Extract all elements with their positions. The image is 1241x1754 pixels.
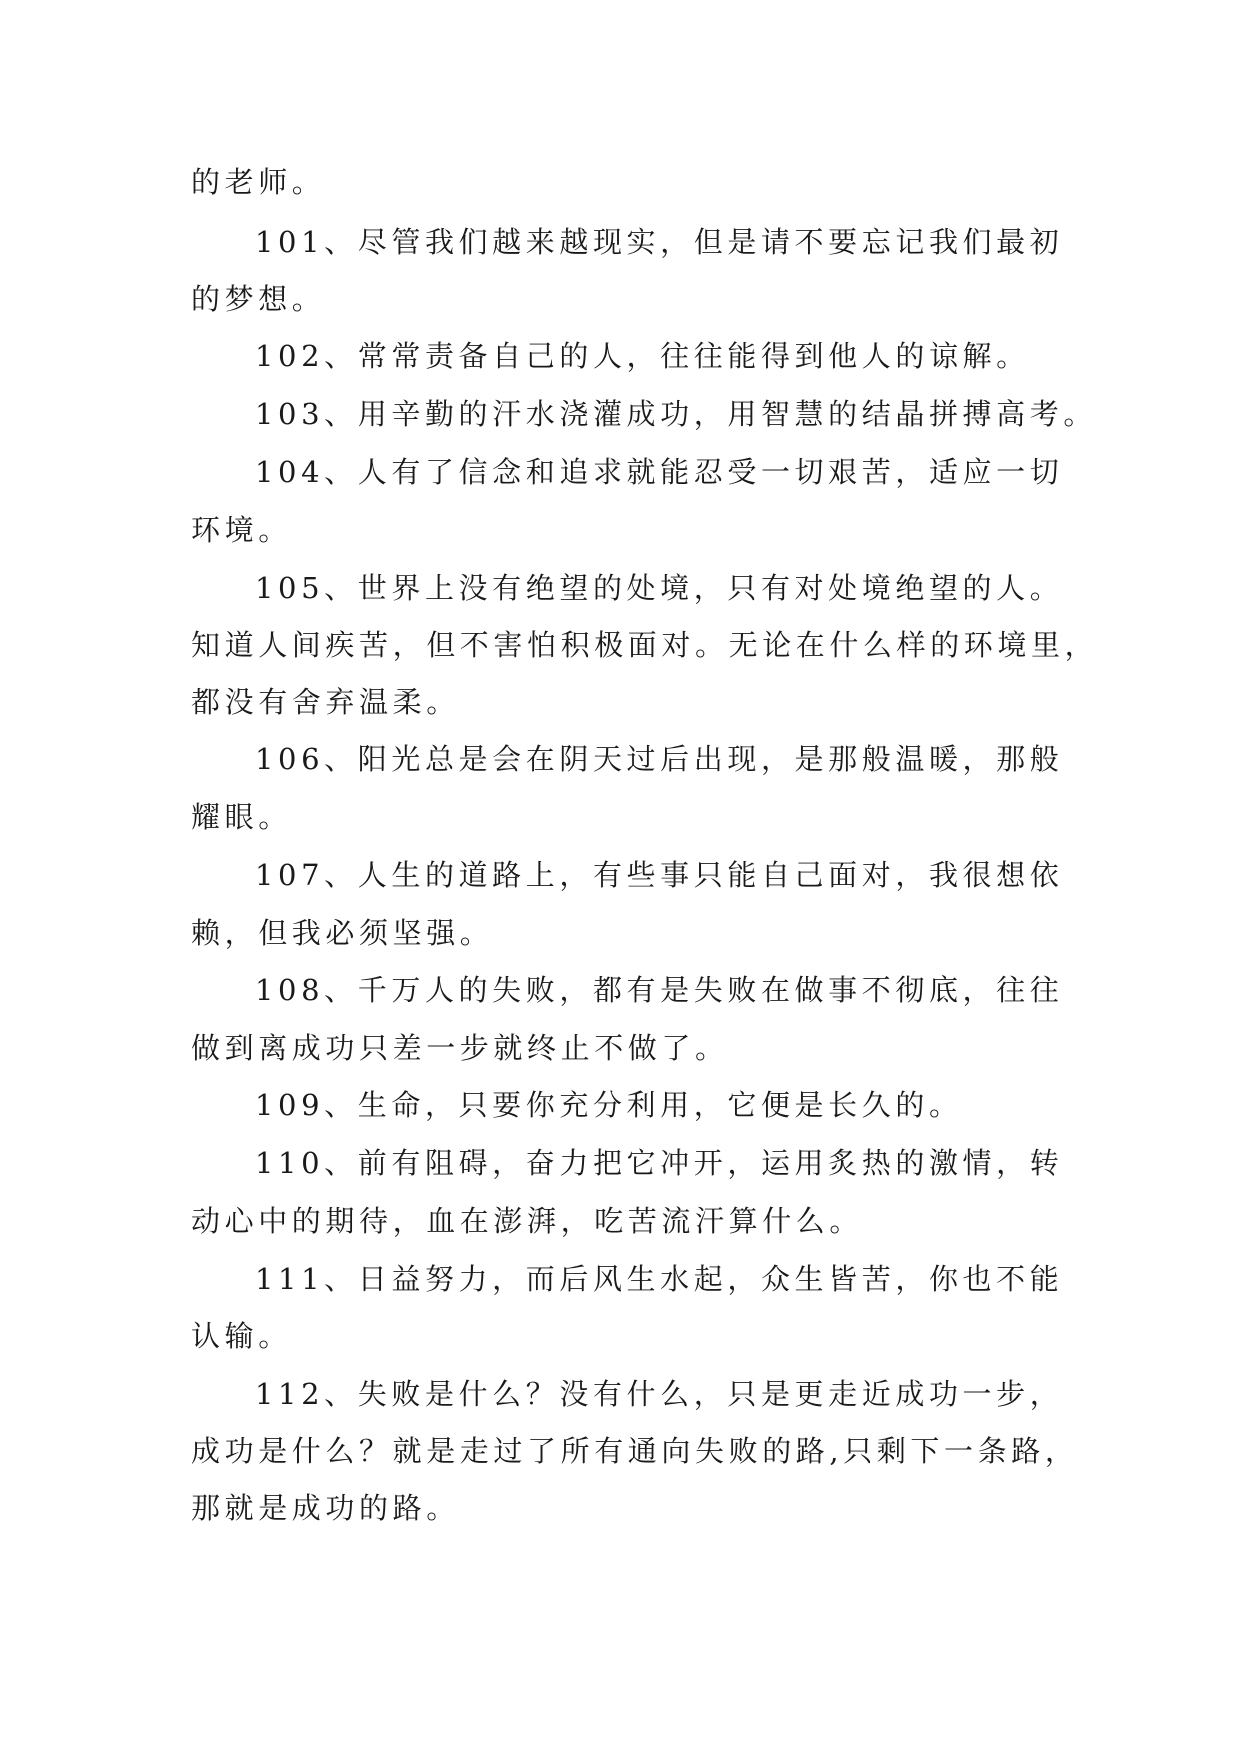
text-line: 111、日益努力，而后风生水起，众生皆苦，你也不能 xyxy=(255,1262,1064,1296)
text-line: 的老师。 xyxy=(191,165,326,199)
text-line: 动心中的期待，血在澎湃，吃苦流汗算什么。 xyxy=(191,1204,864,1238)
text-line: 环境。 xyxy=(191,513,292,547)
text-line: 知道人间疾苦，但不害怕积极面对。无论在什么样的环境里， xyxy=(191,628,1099,662)
text-line: 108、千万人的失败，都有是失败在做事不彻底，往往 xyxy=(255,973,1064,1007)
text-line: 耀眼。 xyxy=(191,800,292,834)
text-line: 那就是成功的路。 xyxy=(191,1491,460,1525)
text-line: 107、人生的道路上，有些事只能自己面对，我很想依 xyxy=(255,858,1064,892)
text-line: 112、失败是什么？没有什么，只是更走近成功一步， xyxy=(255,1377,1064,1411)
text-line: 102、常常责备自己的人，往往能得到他人的谅解。 xyxy=(255,339,1030,373)
text-line: 104、人有了信念和追求就能忍受一切艰苦，适应一切 xyxy=(255,455,1064,489)
text-line: 的梦想。 xyxy=(191,282,326,316)
text-line: 109、生命，只要你充分利用，它便是长久的。 xyxy=(255,1088,963,1122)
text-line: 110、前有阻碍，奋力把它冲开，运用炙热的激情，转 xyxy=(255,1146,1064,1180)
text-line: 101、尽管我们越来越现实，但是请不要忘记我们最初 xyxy=(255,225,1064,259)
text-line: 赖，但我必须坚强。 xyxy=(191,916,494,950)
text-line: 106、阳光总是会在阴天过后出现，是那般温暖，那般 xyxy=(255,742,1064,776)
text-line: 成功是什么？就是走过了所有通向失败的路,只剩下一条路， xyxy=(191,1434,1079,1468)
text-line: 做到离成功只差一步就终止不做了。 xyxy=(191,1031,729,1065)
text-line: 103、用辛勤的汗水浇灌成功，用智慧的结晶拼搏高考。 xyxy=(255,397,1097,431)
text-line: 都没有舍弃温柔。 xyxy=(191,685,460,719)
text-line: 认输。 xyxy=(191,1319,292,1353)
text-line: 105、世界上没有绝望的处境，只有对处境绝望的人。 xyxy=(255,571,1064,605)
